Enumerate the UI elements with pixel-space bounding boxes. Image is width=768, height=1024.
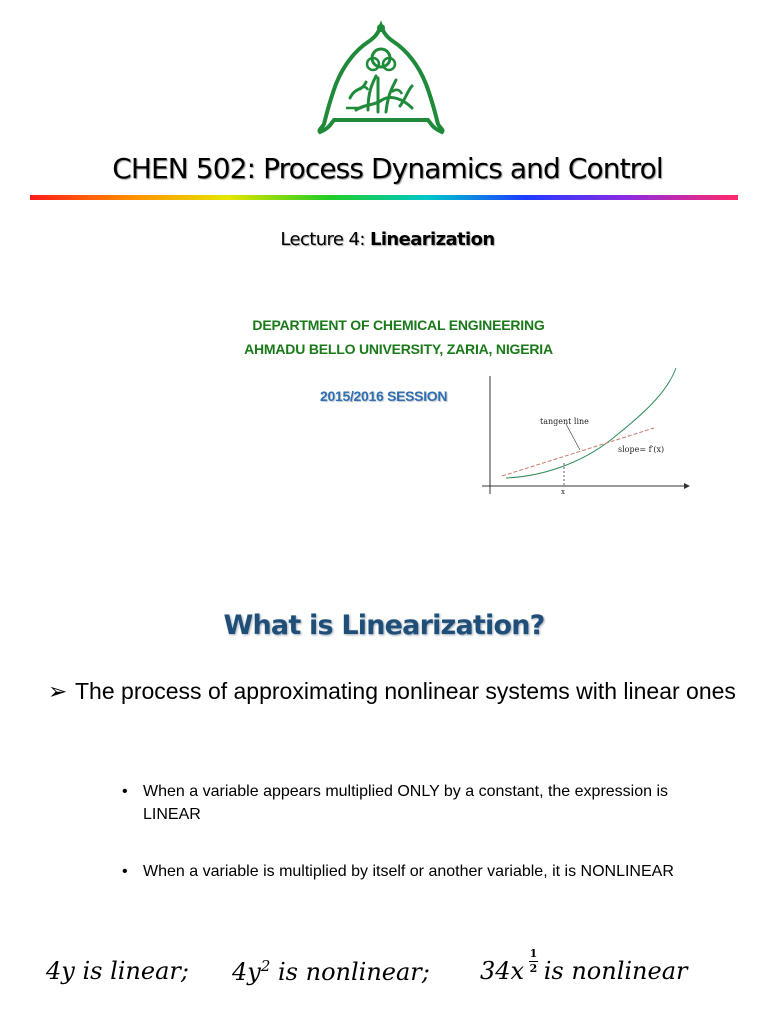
- x-label: x: [561, 488, 565, 496]
- session-label: 2015/2016 SESSION: [320, 388, 448, 404]
- sub-bullet-text: When a variable is multiplied by itself or another variable, it is NONLINEAR: [143, 863, 674, 880]
- course-title: CHEN 502: Process Dynamics and Control: [112, 152, 663, 185]
- formula-root: [480, 957, 687, 985]
- x-axis-arrow: [684, 483, 690, 489]
- nonlinear-curve: [506, 368, 676, 478]
- bullet-dot-icon: •: [122, 783, 128, 800]
- formula-linear: 4y is linear;: [46, 957, 189, 985]
- university-crest-logo: [316, 20, 446, 148]
- formula-root-base: 34x: [480, 957, 525, 985]
- university-name: AHMADU BELLO UNIVERSITY, ZARIA, NIGERIA: [244, 341, 553, 357]
- main-bullet-text: The process of approximating nonlinear systems with linear ones: [75, 678, 736, 704]
- arrow-bullet-icon: ➢: [48, 678, 68, 704]
- formula-squared: [232, 957, 430, 986]
- tangent-line-label: tangent line: [540, 417, 589, 426]
- fraction-numerator: 1: [529, 947, 538, 960]
- lecture-title: [0, 229, 768, 250]
- tangent-label-leader: [566, 424, 580, 450]
- slide-title: What is Linearization?: [223, 610, 545, 641]
- sub-bullet: [122, 780, 712, 826]
- fraction-denominator: 2: [529, 962, 538, 975]
- fraction-exponent: [529, 947, 538, 975]
- formula-squared-base: 4y: [232, 958, 261, 986]
- slope-label: slope= f′(x): [618, 445, 665, 454]
- department-name: DEPARTMENT OF CHEMICAL ENGINEERING: [252, 317, 545, 333]
- lecture-prefix: Lecture 4:: [280, 229, 370, 250]
- rainbow-divider: [30, 195, 738, 200]
- sub-bullet-text: When a variable appears multiplied ONLY by a constant, the expression is LINEAR: [143, 783, 669, 823]
- formula-root-rest: is nonlinear: [536, 957, 688, 985]
- formula-squared-exponent: 2: [260, 957, 271, 975]
- lecture-topic: Linearization: [369, 229, 495, 250]
- bullet-dot-icon: •: [122, 863, 128, 880]
- main-bullet: [48, 676, 738, 706]
- sub-bullet: [122, 860, 712, 883]
- formula-line: [46, 947, 746, 1007]
- content-slide: [0, 590, 768, 1024]
- formula-squared-rest: is nonlinear;: [270, 958, 430, 986]
- tangent-line-graph: [478, 364, 690, 498]
